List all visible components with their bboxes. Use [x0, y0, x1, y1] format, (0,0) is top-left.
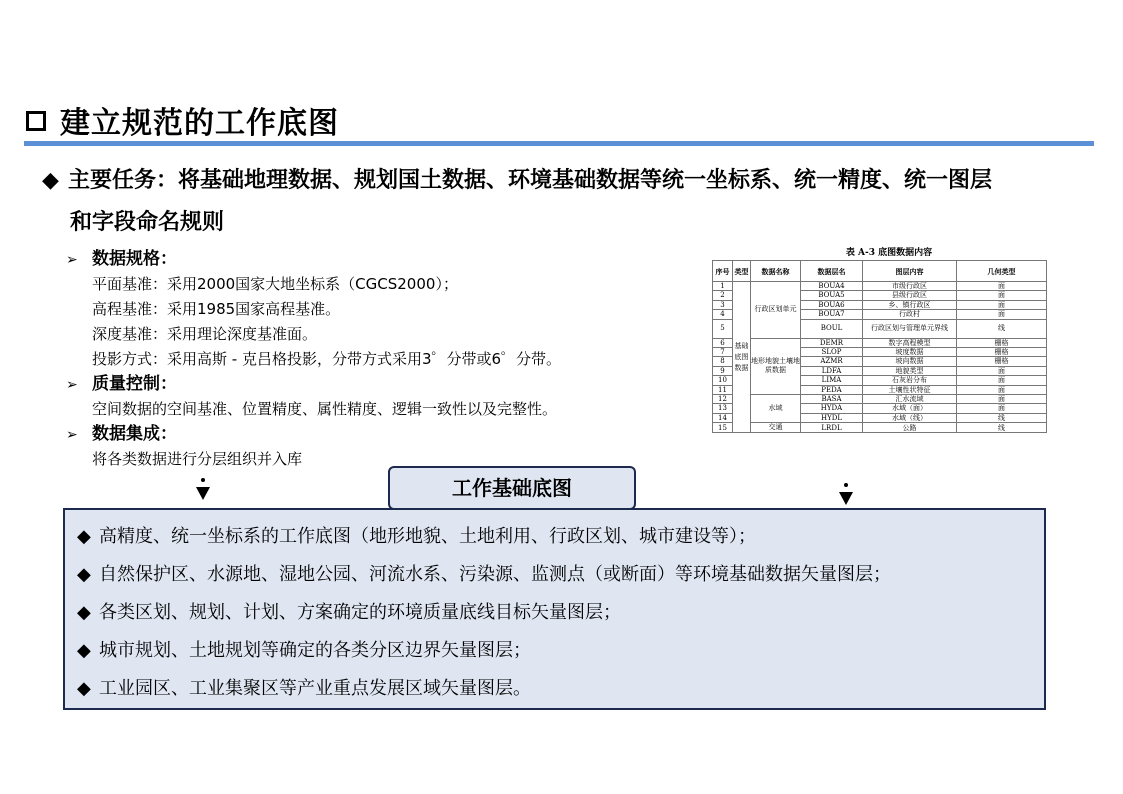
title-underline — [24, 141, 1094, 146]
layer-content-cell: 市级行政区 — [863, 282, 957, 291]
layer-name-cell: BOUA7 — [801, 310, 863, 319]
geometry-type-cell: 栅格 — [957, 338, 1047, 347]
table-header: 序号 — [713, 261, 733, 282]
layer-content-cell: 乡、镇行政区 — [863, 300, 957, 309]
table-row — [713, 338, 1047, 347]
layer-name-cell: HYDA — [801, 404, 863, 413]
spec-line: 高程基准：采用1985国家高程基准。 — [92, 300, 341, 318]
work-item-text: 各类区划、规划、计划、方案确定的环境质量底线目标矢量图层； — [99, 602, 621, 623]
table-header: 几何类型 — [957, 261, 1047, 282]
table-header: 数据层名 — [801, 261, 863, 282]
table-header: 数据名称 — [751, 261, 801, 282]
row-number-cell: 11 — [713, 385, 733, 394]
work-item — [77, 598, 621, 624]
layer-content-cell: 公路 — [863, 423, 957, 433]
work-item — [77, 636, 531, 662]
table-row — [713, 282, 1047, 291]
row-number-cell: 6 — [713, 338, 733, 347]
arrow-bullet-icon: ➢ — [66, 427, 78, 443]
geometry-type-cell: 面 — [957, 310, 1047, 319]
layer-content-cell: 县级行政区 — [863, 291, 957, 300]
spec-line: 投影方式：采用高斯 - 克吕格投影，分带方式采用3゜分带或6゜分带。 — [92, 350, 562, 368]
table-header: 图层内容 — [863, 261, 957, 282]
spec-line: 深度基准：采用理论深度基准面。 — [92, 325, 318, 343]
geometry-type-cell: 线 — [957, 319, 1047, 338]
layer-content-cell: 水域（线） — [863, 413, 957, 422]
data-name-cell: 水域 — [751, 395, 801, 423]
geometry-type-cell: 面 — [957, 366, 1047, 375]
geometry-type-cell: 面 — [957, 300, 1047, 309]
work-basemap-label: 工作基础底图 — [388, 466, 636, 510]
data-name-cell: 行政区划单元 — [751, 282, 801, 339]
geometry-type-cell: 面 — [957, 282, 1047, 291]
layer-name-cell: BASA — [801, 395, 863, 404]
layer-name-cell: BOUA5 — [801, 291, 863, 300]
page-title-text: 建立规范的工作底图 — [60, 106, 339, 141]
layer-name-cell: BOUL — [801, 319, 863, 338]
layer-content-cell: 行政村 — [863, 310, 957, 319]
geometry-type-cell: 面 — [957, 376, 1047, 385]
table-body — [713, 282, 1047, 433]
type-cell: 基础底图数据 — [733, 282, 751, 433]
work-item — [77, 674, 531, 700]
layer-content-cell: 数字高程模型 — [863, 338, 957, 347]
reference-table-image — [712, 246, 1046, 433]
main-task-line-2: 和字段命名规则 — [70, 210, 225, 235]
data-spec-heading-text: 数据规格： — [92, 249, 177, 269]
arrow-bullet-icon: ➢ — [66, 377, 78, 393]
main-task — [42, 160, 1082, 244]
geometry-type-cell: 面 — [957, 395, 1047, 404]
work-item-text: 城市规划、土地规划等确定的各类分区边界矢量图层； — [99, 640, 531, 661]
layer-name-cell: LDFA — [801, 366, 863, 375]
work-item-text: 自然保护区、水源地、湿地公园、河流水系、污染源、监测点（或断面）等环境基础数据矢量图层； — [99, 564, 891, 585]
work-item — [77, 560, 891, 586]
row-number-cell: 14 — [713, 413, 733, 422]
table-caption: 表 A-3 底图数据内容 — [845, 248, 933, 258]
row-number-cell: 8 — [713, 357, 733, 366]
quality-heading — [66, 372, 666, 397]
checkbox-square-icon — [26, 111, 46, 131]
work-item — [77, 522, 756, 548]
layer-content-cell: 汇水流域 — [863, 395, 957, 404]
row-number-cell: 7 — [713, 348, 733, 357]
row-number-cell: 15 — [713, 423, 733, 433]
down-arrow-icon — [196, 487, 210, 500]
diamond-bullet-icon: ◆ — [77, 602, 91, 623]
page-title — [26, 98, 339, 142]
spec-section — [66, 247, 666, 472]
row-number-cell: 2 — [713, 291, 733, 300]
arrow-bullet-icon: ➢ — [66, 252, 78, 268]
row-number-cell: 10 — [713, 376, 733, 385]
row-number-cell: 3 — [713, 300, 733, 309]
row-number-cell: 12 — [713, 395, 733, 404]
layer-content-cell: 坡度数据 — [863, 348, 957, 357]
data-name-cell: 交通 — [751, 423, 801, 433]
spec-line: 平面基准：采用2000国家大地坐标系（CGCS2000）； — [92, 275, 458, 293]
geometry-type-cell: 栅格 — [957, 357, 1047, 366]
layer-name-cell: PEDA — [801, 385, 863, 394]
geometry-type-cell: 面 — [957, 404, 1047, 413]
diamond-bullet-icon: ◆ — [77, 640, 91, 661]
down-arrow-icon — [839, 492, 853, 505]
table-header: 类型 — [733, 261, 751, 282]
row-number-cell: 1 — [713, 282, 733, 291]
layer-name-cell: LIMA — [801, 376, 863, 385]
diamond-bullet-icon: ◆ — [77, 564, 91, 585]
layer-content-cell: 行政区划与管理单元界线 — [863, 319, 957, 338]
layer-content-cell: 石灰岩分布 — [863, 376, 957, 385]
integration-line: 将各类数据进行分层组织并入库 — [92, 450, 303, 468]
integration-heading — [66, 422, 666, 447]
row-number-cell: 5 — [713, 319, 733, 338]
layer-content-cell: 地貌类型 — [863, 366, 957, 375]
layer-content-cell: 坡向数据 — [863, 357, 957, 366]
work-basemap-box — [63, 508, 1046, 710]
geometry-type-cell: 面 — [957, 385, 1047, 394]
work-item-text: 工业园区、工业集聚区等产业重点发展区域矢量图层。 — [99, 678, 531, 699]
integration-heading-text: 数据集成： — [92, 424, 177, 444]
diamond-bullet-icon: ◆ — [42, 168, 59, 193]
geometry-type-cell: 线 — [957, 413, 1047, 422]
geometry-type-cell: 面 — [957, 291, 1047, 300]
table-row — [713, 395, 1047, 404]
data-name-cell: 地形地貌土壤地质数据 — [751, 338, 801, 394]
diamond-bullet-icon: ◆ — [77, 526, 91, 547]
row-number-cell: 9 — [713, 366, 733, 375]
table-row — [713, 423, 1047, 433]
layer-name-cell: DEMR — [801, 338, 863, 347]
quality-heading-text: 质量控制： — [92, 374, 177, 394]
layer-name-cell: SLOP — [801, 348, 863, 357]
main-task-line-1 — [42, 160, 1082, 202]
layer-name-cell: LRDL — [801, 423, 863, 433]
diamond-bullet-icon: ◆ — [77, 678, 91, 699]
basemap-data-table — [712, 260, 1047, 433]
layer-name-cell: AZMR — [801, 357, 863, 366]
geometry-type-cell: 栅格 — [957, 348, 1047, 357]
layer-content-cell: 土壤性状特征 — [863, 385, 957, 394]
layer-name-cell: BOUA6 — [801, 300, 863, 309]
data-spec-heading — [66, 247, 666, 272]
layer-content-cell: 水域（面） — [863, 404, 957, 413]
layer-name-cell: HYDL — [801, 413, 863, 422]
work-item-text: 高精度、统一坐标系的工作底图（地形地貌、土地利用、行政区划、城市建设等）； — [99, 526, 756, 547]
row-number-cell: 4 — [713, 310, 733, 319]
layer-name-cell: BOUA4 — [801, 282, 863, 291]
geometry-type-cell: 线 — [957, 423, 1047, 433]
quality-line: 空间数据的空间基准、位置精度、属性精度、逻辑一致性以及完整性。 — [92, 400, 558, 418]
row-number-cell: 13 — [713, 404, 733, 413]
main-task-text-1: 主要任务：将基础地理数据、规划国土数据、环境基础数据等统一坐标系、统一精度、统一图层 — [68, 168, 993, 193]
